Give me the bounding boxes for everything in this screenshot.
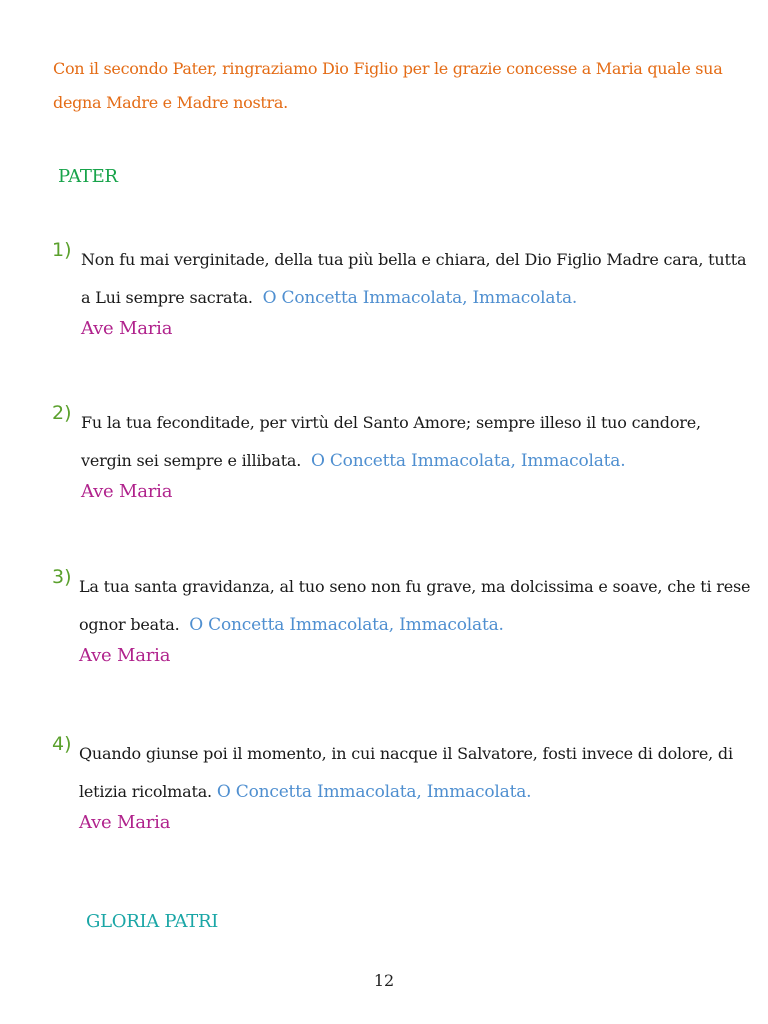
ave-maria-label: Ave Maria bbox=[81, 481, 173, 502]
prayer-text: Fu la tua feconditade, per virtù del Santo Amore; sempre illeso il tuo candore, vergin sei sempre e illibata. bbox=[81, 413, 701, 470]
ave-maria-label: Ave Maria bbox=[79, 645, 171, 666]
prayer-refrain: O Concetta Immacolata, Immacolata. bbox=[310, 451, 626, 471]
prayer-number: 2) bbox=[52, 402, 72, 424]
intro-paragraph: Con il secondo Pater, ringraziamo Dio Figlio per le grazie concesse a Maria quale sua degna Madre e Madre nostra. bbox=[53, 59, 723, 112]
prayer-2 bbox=[52, 404, 752, 502]
ave-maria-label: Ave Maria bbox=[81, 318, 173, 339]
prayer-text-block bbox=[81, 241, 752, 317]
prayer-number: 1) bbox=[52, 239, 72, 261]
prayer-3 bbox=[52, 568, 752, 666]
prayer-number: 3) bbox=[52, 566, 72, 588]
prayer-text: La tua santa gravidanza, al tuo seno non fu grave, ma dolcissima e soave, che ti rese ognor beata. bbox=[79, 577, 751, 634]
page-number: 12 bbox=[373, 971, 395, 990]
prayer-refrain: O Concetta Immacolata, Immacolata. bbox=[189, 615, 504, 635]
prayer-text-block bbox=[79, 735, 752, 811]
prayer-text: Non fu mai verginitade, della tua più bella e chiara, del Dio Figlio Madre cara, tutta a Lui sempre sacrata. bbox=[81, 250, 747, 307]
prayer-text-block bbox=[79, 568, 752, 644]
pater-heading: PATER bbox=[58, 166, 118, 187]
prayer-text-block bbox=[81, 404, 752, 480]
prayer-number: 4) bbox=[52, 733, 72, 755]
prayer-1 bbox=[52, 241, 752, 339]
prayer-4 bbox=[52, 735, 752, 833]
ave-maria-label: Ave Maria bbox=[79, 812, 171, 833]
prayer-refrain: O Concetta Immacolata, Immacolata. bbox=[216, 782, 532, 802]
prayer-refrain: O Concetta Immacolata, Immacolata. bbox=[262, 288, 578, 308]
gloria-patri-heading: GLORIA PATRI bbox=[86, 911, 219, 932]
prayer-text: Quando giunse poi il momento, in cui nacque il Salvatore, fosti invece di dolore, di letizia ricolmata. bbox=[79, 744, 733, 801]
